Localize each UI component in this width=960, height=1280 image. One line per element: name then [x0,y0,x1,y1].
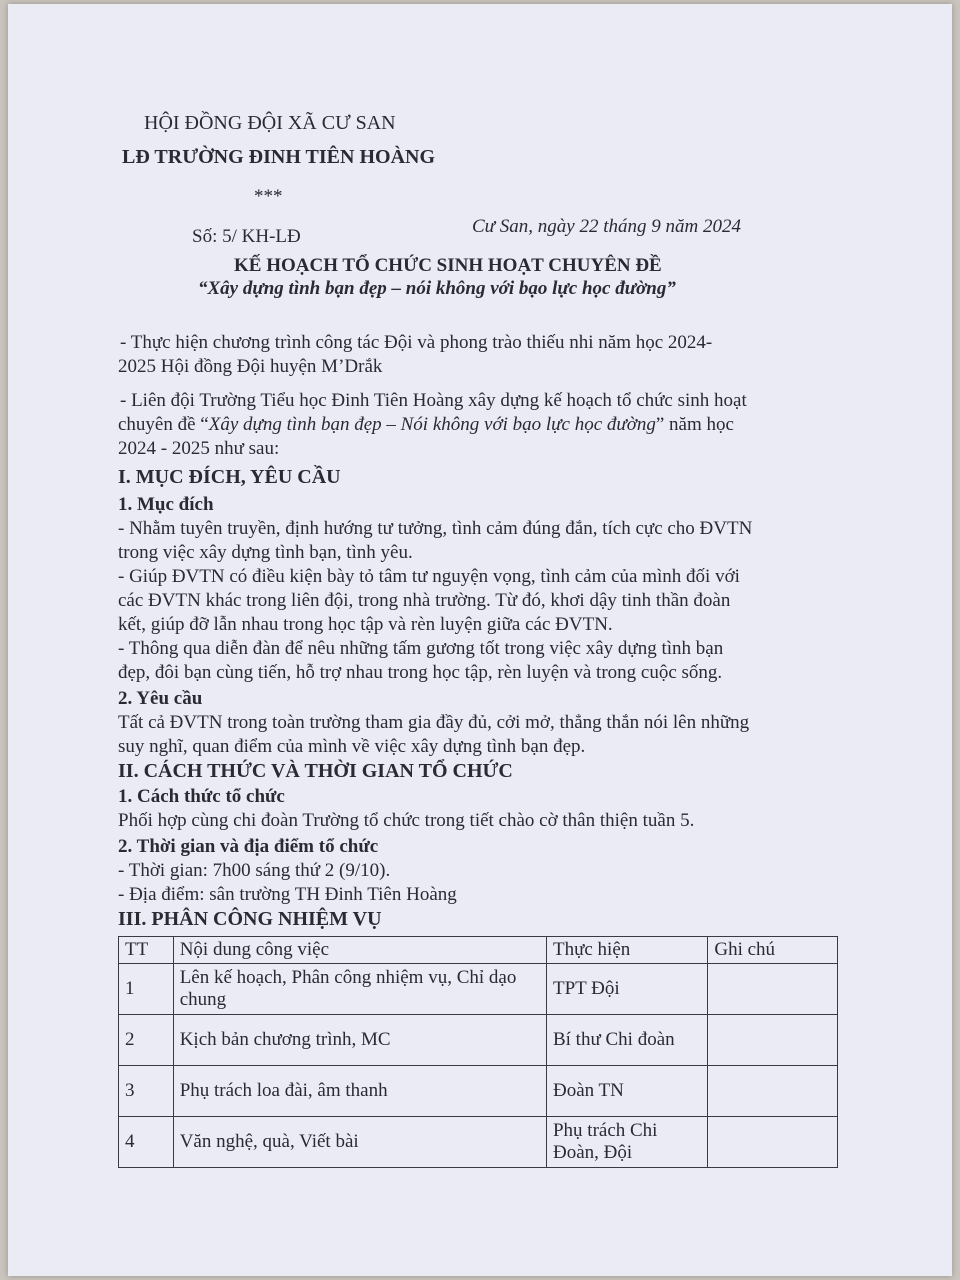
requirement-line: Tất cả ĐVTN trong toàn trường tham gia đầy đủ, cởi mở, thẳng thắn nói lên những [118,712,750,733]
row-assignee: TPT Đội [546,964,707,1015]
place-text: - Địa điểm: sân trường TH Đinh Tiên Hoàng [118,884,457,905]
school-name: LĐ TRƯỜNG ĐINH TIÊN HOÀNG [122,146,436,168]
intro-p2-line3: 2024 - 2025 như sau: [118,438,280,459]
section2-sub2: 2. Thời gian và địa điểm tổ chức [118,836,379,857]
row-task: Kịch bản chương trình, MC [173,1015,546,1066]
council-name: HỘI ĐỒNG ĐỘI XÃ CƯ SAN [144,112,396,134]
purpose-line: - Thông qua diễn đàn để nêu những tấm gương tốt trong việc xây dựng tình bạn [118,638,724,659]
header-cell: Ghi chú [708,937,838,964]
row-assignee: Đoàn TN [546,1066,707,1117]
row-task: Phụ trách loa đài, âm thanh [173,1066,546,1117]
purpose-line: - Nhằm tuyên truyền, định hướng tư tưởng, tình cảm đúng đắn, tích cực cho ĐVTN [118,518,753,539]
document-subtitle: “Xây dựng tình bạn đẹp – nói không với bạo lực học đường” [198,278,676,299]
purpose-line: - Giúp ĐVTN có điều kiện bày tỏ tâm tư nguyện vọng, tình cảm của mình đối với [118,566,740,587]
intro-p2-line2: chuyên đề “Xây dựng tình bạn đẹp – Nói không với bạo lực học đường” năm học [118,414,734,435]
row-number: 4 [119,1117,174,1168]
assignment-table [118,936,838,1168]
table-header-row [119,937,838,964]
table-row [119,964,838,1015]
table-row [119,1117,838,1168]
row-number: 3 [119,1066,174,1117]
section2-heading: II. CÁCH THỨC VÀ THỜI GIAN TỔ CHỨC [118,760,513,782]
document-page [8,4,952,1276]
row-number: 2 [119,1015,174,1066]
row-task: Lên kế hoạch, Phân công nhiệm vụ, Chỉ dạo chung [173,964,546,1015]
intro-p1-line1: - Thực hiện chương trình công tác Đội và phong trào thiếu nhi năm học 2024- [120,332,713,353]
row-note [708,1117,838,1168]
row-note [708,964,838,1015]
separator-stars: *** [254,186,283,207]
section1-sub2: 2. Yêu cầu [118,688,203,709]
row-assignee: Phụ trách Chi Đoàn, Đội [546,1117,707,1168]
document-date: Cư San, ngày 22 tháng 9 năm 2024 [472,216,741,237]
section1-heading: I. MỤC ĐÍCH, YÊU CẦU [118,466,341,488]
document-number: Số: 5/ KH-LĐ [192,226,301,247]
row-note [708,1066,838,1117]
intro-p2-line1: - Liên đội Trường Tiểu học Đinh Tiên Hoàng xây dựng kế hoạch tổ chức sinh hoạt [120,390,747,411]
purpose-line: trong việc xây dựng tình bạn, tình yêu. [118,542,413,563]
document-title: KẾ HOẠCH TỔ CHỨC SINH HOẠT CHUYÊN ĐỀ [234,255,662,276]
row-note [708,1015,838,1066]
purpose-line: các ĐVTN khác trong liên đội, trong nhà trường. Từ đó, khơi dậy tinh thần đoàn [118,590,731,611]
requirement-line: suy nghĩ, quan điểm của mình về việc xây dựng tình bạn đẹp. [118,736,586,757]
row-number: 1 [119,964,174,1015]
intro-p1-line2: 2025 Hội đồng Đội huyện M’Drắk [118,356,383,377]
method-text: Phối hợp cùng chi đoàn Trường tổ chức trong tiết chào cờ thân thiện tuần 5. [118,810,695,831]
section2-sub1: 1. Cách thức tổ chức [118,786,285,807]
section3-heading: III. PHÂN CÔNG NHIỆM VỤ [118,908,382,930]
table-row [119,1015,838,1066]
purpose-line: kết, giúp đỡ lẫn nhau trong học tập và rèn luyện giữa các ĐVTN. [118,614,613,635]
table-row [119,1066,838,1117]
row-assignee: Bí thư Chi đoàn [546,1015,707,1066]
section1-sub1: 1. Mục đích [118,494,214,515]
row-task: Văn nghệ, quà, Viết bài [173,1117,546,1168]
header-cell: Nội dung công việc [173,937,546,964]
header-cell: Thực hiện [546,937,707,964]
header-cell: TT [119,937,174,964]
time-text: - Thời gian: 7h00 sáng thứ 2 (9/10). [118,860,391,881]
purpose-line: đẹp, đôi bạn cùng tiến, hỗ trợ nhau trong học tập, rèn luyện và trong cuộc sống. [118,662,723,683]
